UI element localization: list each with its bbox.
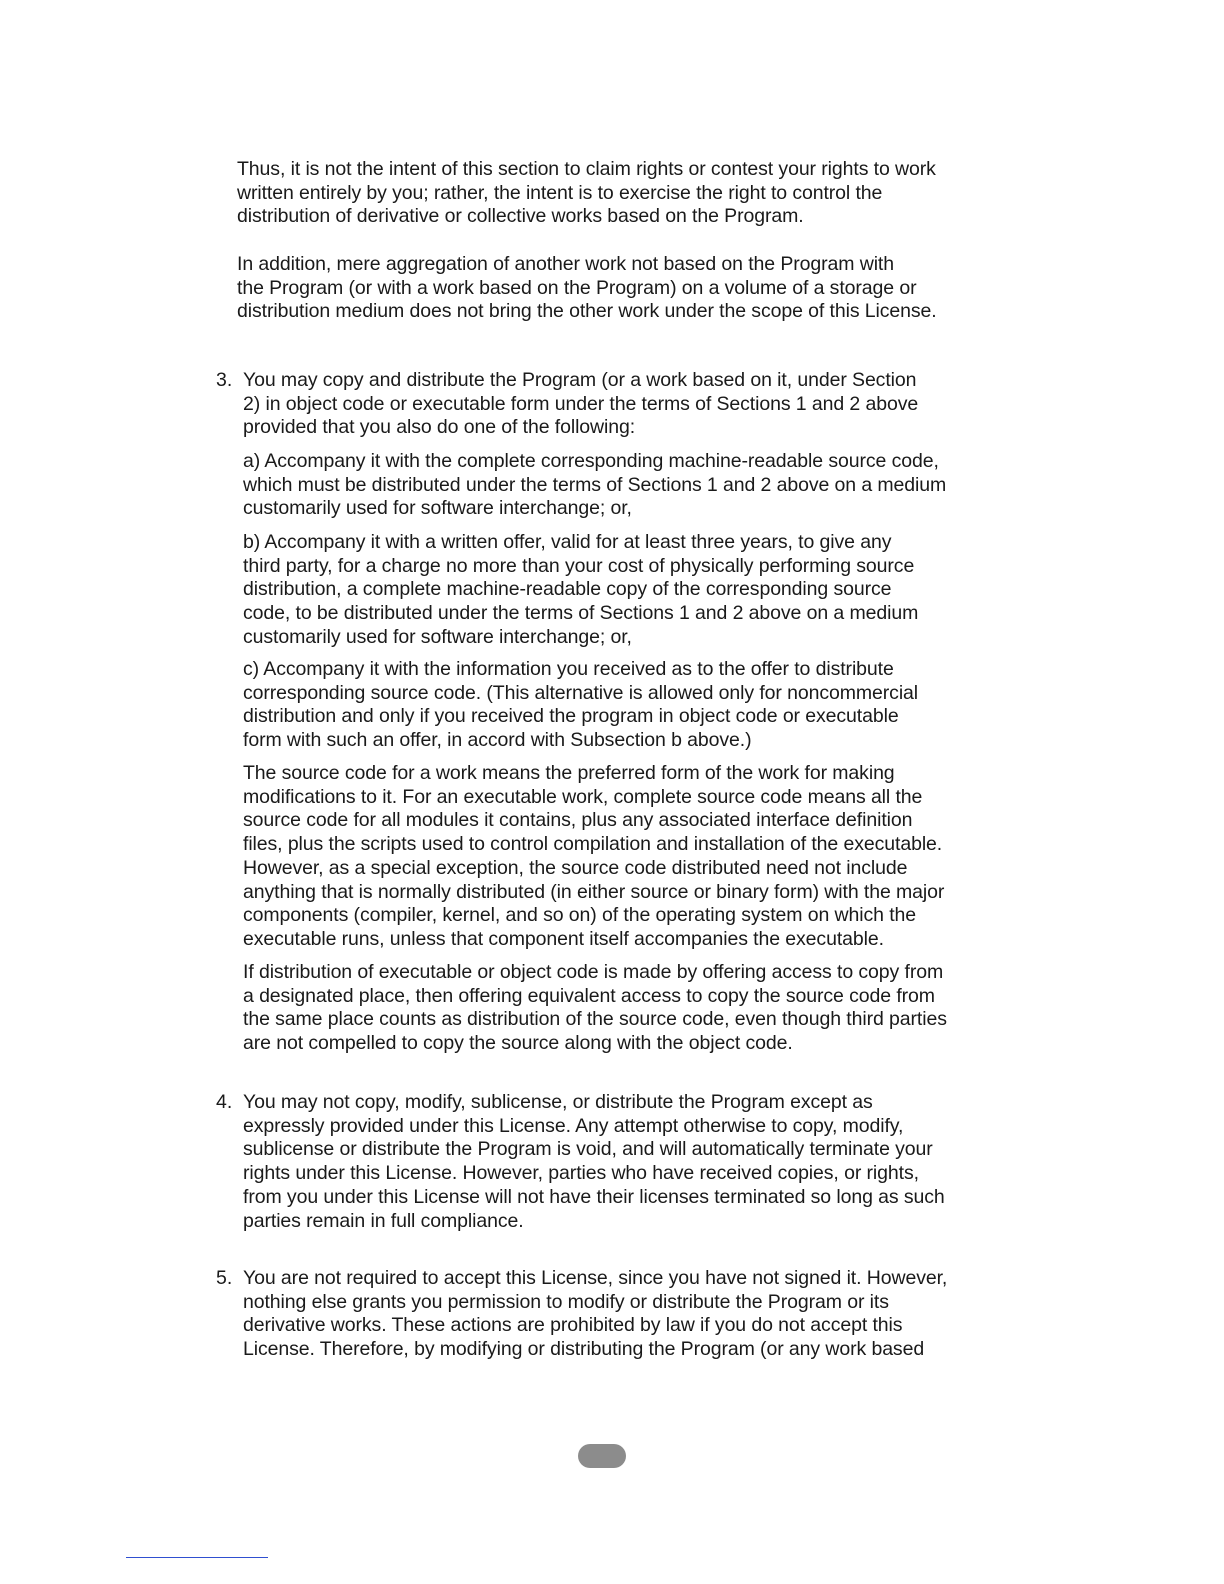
section-4-text: You may not copy, modify, sublicense, or distribute the Program except as expressly provided under this License. Any attempt otherwise to copy, modify, sublicense or distribute the Program is void, and will automatically terminate your rights under this License. However, parties who have received copies, or rights, from you under this License will not have their licenses terminated so long as such parties remain in full compliance. [243,1091,945,1232]
footer-rule [126,1557,268,1558]
section-3-number: 3. [216,369,233,391]
section-3-intro: You may copy and distribute the Program (or a work based on it, under Section 2) in object code or executable form under the terms of Sections 1 and 2 above provided that you also do one of the following: [243,369,919,439]
section-3-option-b: b) Accompany it with a written offer, valid for at least three years, to give any third party, for a charge no more than your cost of physically performing source distribution, a complete machine-readable copy of the corresponding source code, to be distributed under the terms of Sections 1 and 2 above on a medium customarily used for software interchange; or, [243,531,919,648]
paragraph-thus: Thus, it is not the intent of this section to claim rights or contest your rights to work written entirely by you; rather, the intent is to exercise the right to control the distribution of derivative or collective works based on the Program. [237,158,936,228]
section-3-option-a: a) Accompany it with the complete corresponding machine-readable source code, which must be distributed under the terms of Sections 1 and 2 above on a medium customarily used for software interchange; or, [243,450,947,520]
page-number-badge [578,1444,626,1468]
section-3-distribution-access: If distribution of executable or object code is made by offering access to copy from a designated place, then offering equivalent access to copy the source code from the same place counts as distribution of the source code, even though third parties are not compelled to copy the source along with the object code. [243,961,947,1055]
section-5-number: 5. [216,1267,233,1289]
paragraph-in-addition: In addition, mere aggregation of another work not based on the Program with the Program (or with a work based on the Program) on a volume of a storage or distribution medium does not bring the other work under the scope of this License. [237,253,937,323]
section-5-text: You are not required to accept this License, since you have not signed it. However, nothing else grants you permission to modify or distribute the Program or its derivative works. These actions are prohibited by law if you do not accept this License. Therefore, by modifying or distributing the Program (or any work based [243,1267,948,1361]
section-3-option-c: c) Accompany it with the information you received as to the offer to distribute corresponding source code. (This alternative is allowed only for noncommercial distribution and only if you received the program in object code or executable form with such an offer, in accord with Subsection b above.) [243,658,919,752]
section-4-number: 4. [216,1091,233,1113]
section-3-source-code-definition: The source code for a work means the preferred form of the work for making modifications to it. For an executable work, complete source code means all the source code for all modules it contains, plus any associated interface definition files, plus the scripts used to control compilation and installation of the executable. However, as a special exception, the source code distributed need not include anything that is normally distributed (in either source or binary form) with the major components (compiler, kernel, and so on) of the operating system on which the executable runs, unless that component itself accompanies the executable. [243,762,945,950]
